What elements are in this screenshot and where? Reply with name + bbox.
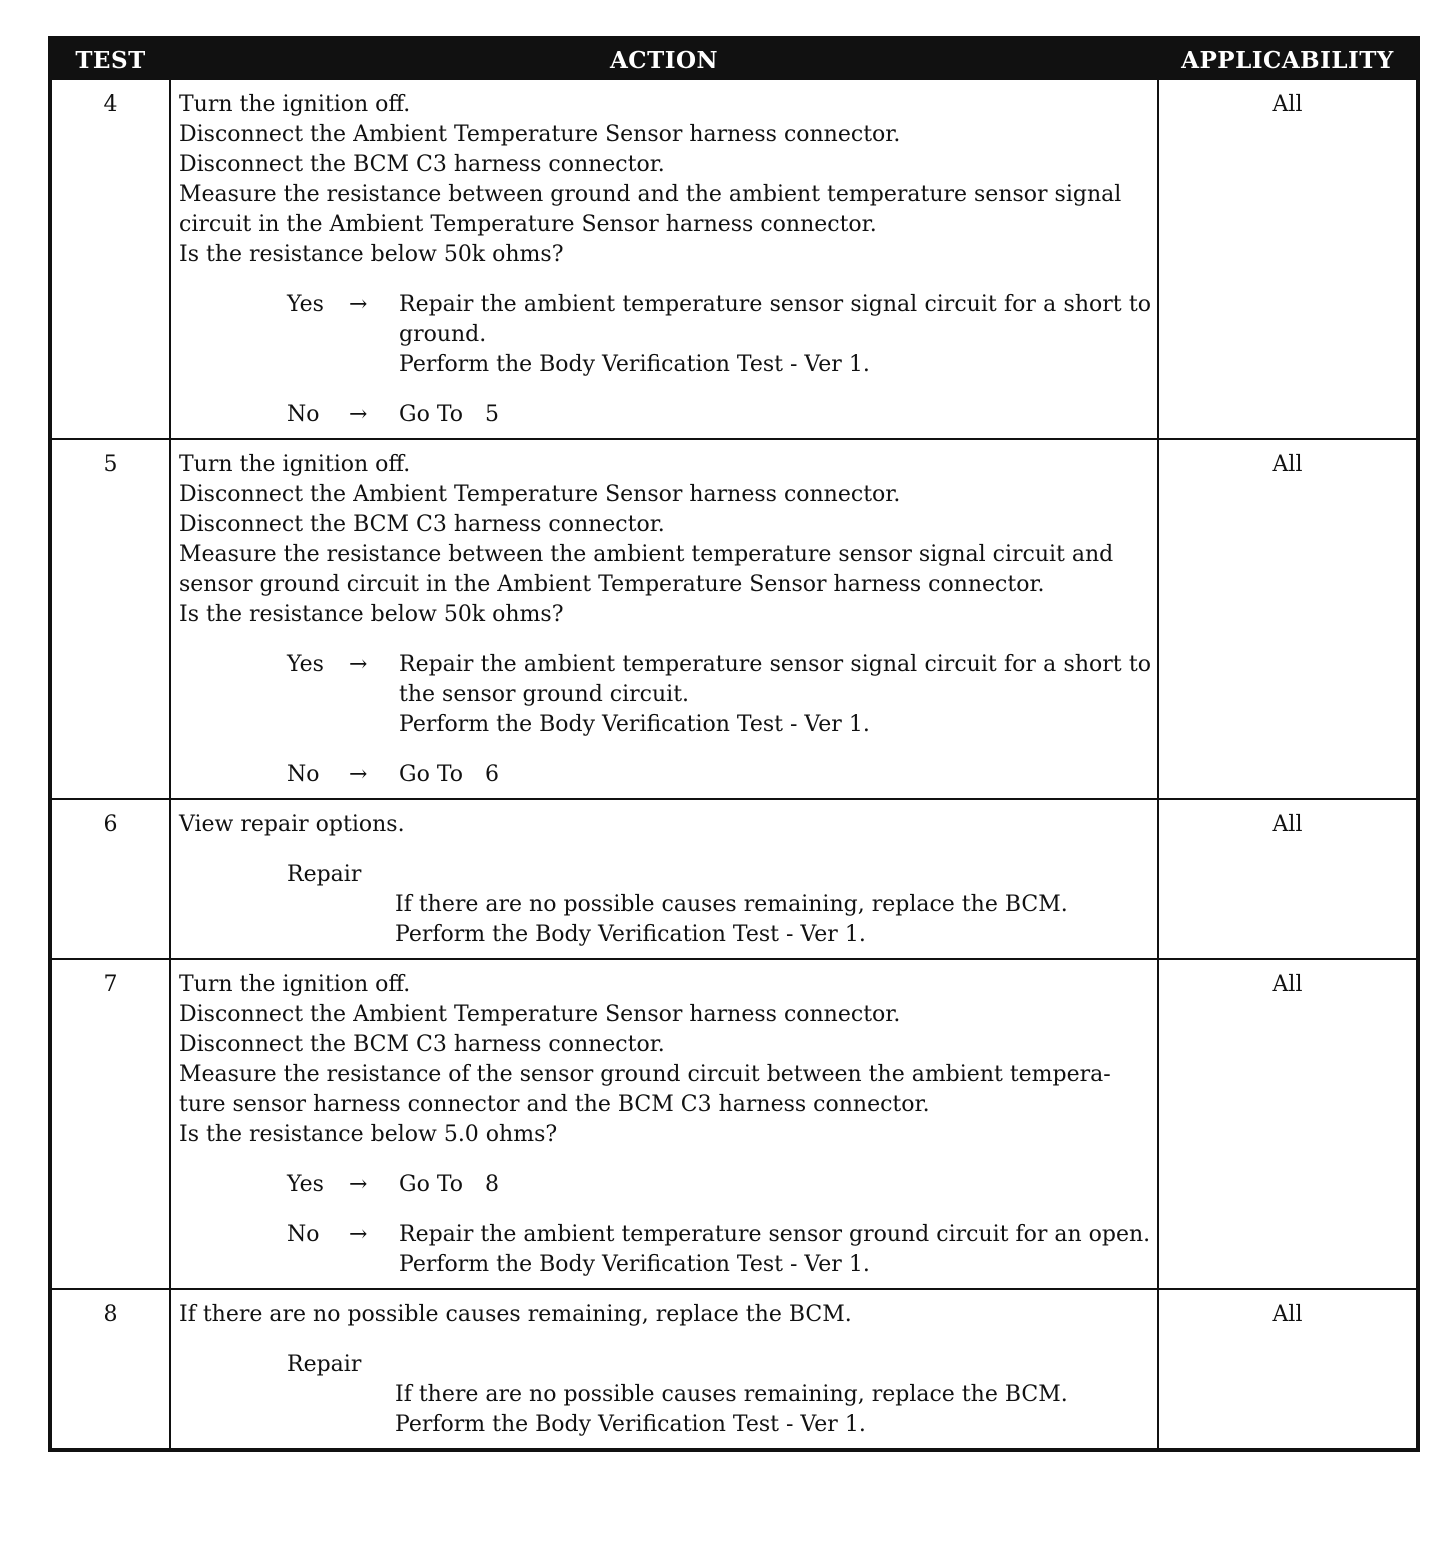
arrow-right-icon: → [349, 1222, 368, 1247]
no-outcome [287, 760, 1151, 790]
action-step: Disconnect the BCM C3 harness connector. [179, 152, 665, 177]
repair-label: Repair [287, 1352, 362, 1377]
arrow-right-icon: → [349, 762, 368, 787]
action-step: If there are no possible causes remaining, replace the BCM. [179, 1302, 852, 1327]
test-number: 6 [50, 799, 170, 959]
action-cell [170, 1289, 1158, 1450]
action-cell [170, 439, 1158, 799]
action-cell [170, 799, 1158, 959]
table-row [50, 1289, 1418, 1450]
arrow-right-icon: → [349, 1172, 368, 1197]
repair-line: If there are no possible causes remaining, replace the BCM. [395, 892, 1068, 917]
arrow-right-icon: → [349, 292, 368, 317]
applicability-value: All [1158, 439, 1418, 799]
repair-line: If there are no possible causes remaining, replace the BCM. [395, 1382, 1068, 1407]
goto-number: 6 [485, 762, 500, 787]
goto-text: Go To [399, 1172, 464, 1197]
action-step: Is the resistance below 50k ohms? [179, 242, 564, 267]
action-step: Disconnect the BCM C3 harness connector. [179, 1032, 665, 1057]
outcome-result [399, 400, 1151, 430]
no-label: No [287, 762, 320, 787]
applicability-value: All [1158, 80, 1418, 439]
test-number: 4 [50, 80, 170, 439]
yes-outcome [287, 290, 1151, 380]
outcome-line: Perform the Body Verification Test - Ver 1. [399, 352, 870, 377]
arrow-right-icon: → [349, 652, 368, 677]
no-label: No [287, 1222, 320, 1247]
repair-line: Perform the Body Verification Test - Ver 1. [395, 1412, 866, 1437]
action-cell [170, 959, 1158, 1289]
outcome-result [399, 760, 1151, 790]
action-step: Measure the resistance between the ambient temperature sensor signal circuit and sensor ground circuit in the Ambient Temperature Sensor harness connector. [179, 542, 1114, 597]
action-step: View repair options. [179, 812, 405, 837]
yes-label: Yes [287, 1172, 324, 1197]
table-row [50, 799, 1418, 959]
outcome-line: Repair the ambient temperature sensor signal circuit for a short to the sensor ground circuit. [399, 652, 1151, 707]
action-step: Disconnect the Ambient Temperature Sensor harness connector. [179, 122, 901, 147]
outcome-line: Perform the Body Verification Test - Ver 1. [399, 1252, 870, 1277]
yes-label: Yes [287, 652, 324, 677]
action-step: Turn the ignition off. [179, 92, 411, 117]
repair-text [395, 1380, 1151, 1440]
header-test: TEST [50, 38, 170, 80]
outcome-result [399, 1170, 1151, 1200]
outcome-result [399, 290, 1151, 380]
goto-text: Go To [399, 402, 464, 427]
header-applicability: APPLICABILITY [1158, 38, 1418, 80]
repair-text [395, 890, 1151, 950]
test-number: 5 [50, 439, 170, 799]
action-step: Measure the resistance of the sensor ground circuit between the ambient tempera-ture sensor harness connector and the BCM C3 harness connector. [179, 1062, 1111, 1117]
applicability-value: All [1158, 959, 1418, 1289]
outcome-result [399, 650, 1151, 740]
repair-block [287, 1350, 1151, 1440]
goto-number: 5 [485, 402, 500, 427]
goto-text: Go To [399, 762, 464, 787]
action-step: Is the resistance below 5.0 ohms? [179, 1122, 558, 1147]
outcome-line: Repair the ambient temperature sensor signal circuit for a short to ground. [399, 292, 1151, 347]
no-outcome [287, 400, 1151, 430]
action-step: Is the resistance below 50k ohms? [179, 602, 564, 627]
action-step: Turn the ignition off. [179, 972, 411, 997]
action-cell [170, 80, 1158, 439]
yes-outcome [287, 1170, 1151, 1200]
repair-line: Perform the Body Verification Test - Ver 1. [395, 922, 866, 947]
no-outcome [287, 1220, 1151, 1280]
goto-number: 8 [485, 1172, 500, 1197]
repair-block [287, 860, 1151, 950]
table-header-row [50, 38, 1418, 80]
no-label: No [287, 402, 320, 427]
action-step: Disconnect the BCM C3 harness connector. [179, 512, 665, 537]
table-row [50, 959, 1418, 1289]
outcome-result [399, 1220, 1151, 1280]
header-action: ACTION [170, 38, 1158, 80]
yes-outcome [287, 650, 1151, 740]
table-row [50, 439, 1418, 799]
action-step: Turn the ignition off. [179, 452, 411, 477]
table-row [50, 80, 1418, 439]
test-number: 7 [50, 959, 170, 1289]
action-step: Disconnect the Ambient Temperature Sensor harness connector. [179, 482, 901, 507]
outcome-line: Repair the ambient temperature sensor ground circuit for an open. [399, 1222, 1151, 1247]
applicability-value: All [1158, 1289, 1418, 1450]
action-step: Disconnect the Ambient Temperature Sensor harness connector. [179, 1002, 901, 1027]
action-step: Measure the resistance between ground and the ambient temperature sensor signal circuit in the Ambient Temperature Sensor harness connector. [179, 182, 1122, 237]
repair-label: Repair [287, 862, 362, 887]
yes-label: Yes [287, 292, 324, 317]
diagnostic-test-table [48, 36, 1420, 1452]
outcome-line: Perform the Body Verification Test - Ver 1. [399, 712, 870, 737]
arrow-right-icon: → [349, 402, 368, 427]
applicability-value: All [1158, 799, 1418, 959]
test-number: 8 [50, 1289, 170, 1450]
